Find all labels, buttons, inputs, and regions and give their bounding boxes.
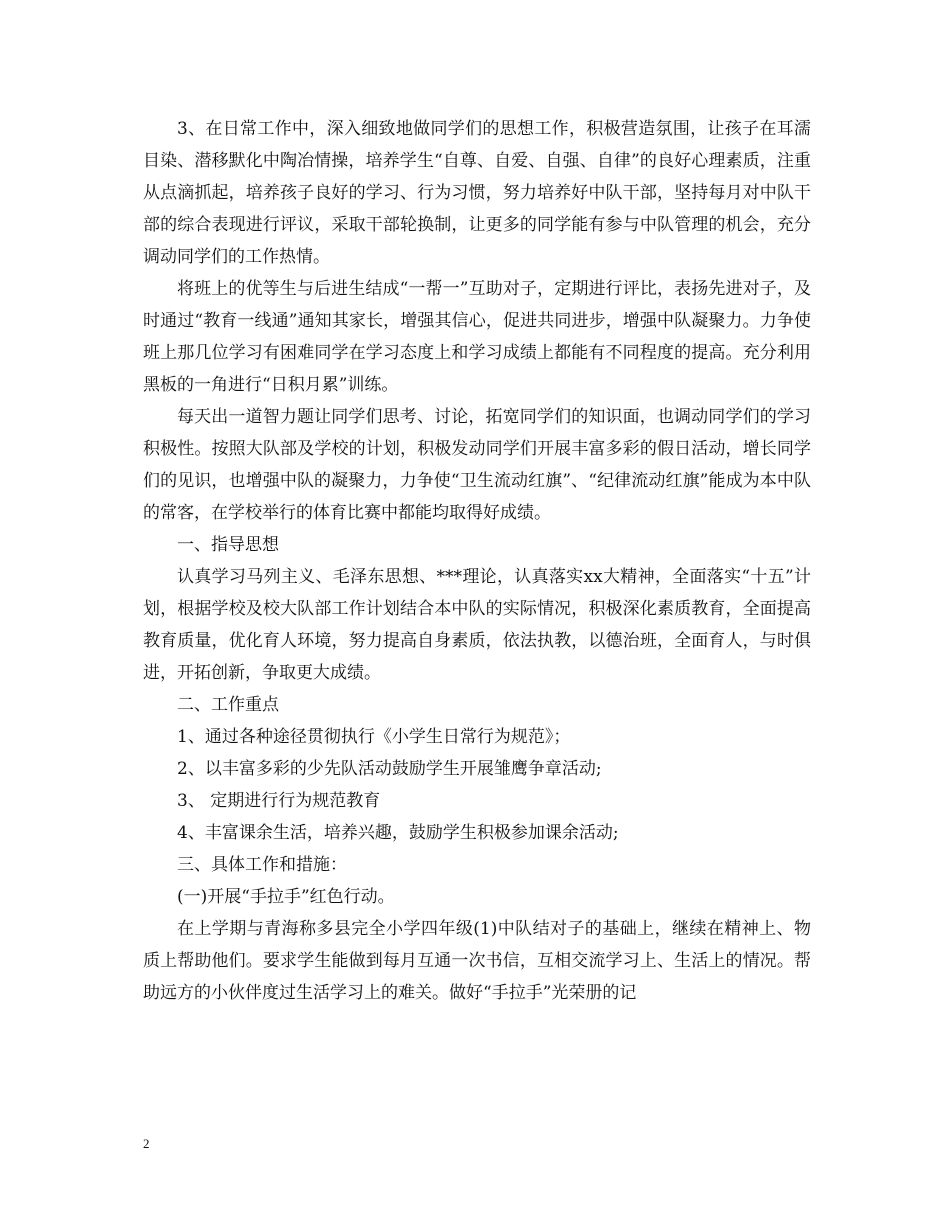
- page-number: 2: [143, 1136, 150, 1151]
- paragraph-mutual-help: 将班上的优等生与后进生结成“一帮一”互助对子，定期进行评比，表扬先进对子，及时通过“教育一线通”通知其家长，增强其信心，促进共同进步，增强中队凝聚力。力争使班上那几位学习有困难同学在学习态度上和学习成绩上都能有不同程度的提高。充分利用黑板的一角进行“日积月累”训练。: [143, 279, 811, 395]
- list-item-focus-2: 2、以丰富多彩的少先队活动鼓励学生开展雏鹰争章活动;: [177, 759, 602, 779]
- list-item-focus-3: 3、 定期进行行为规范教育: [177, 791, 381, 811]
- list-item-focus-4: 4、丰富课余生活，培养兴趣，鼓励学生积极参加课余活动;: [177, 823, 619, 843]
- heading-guiding-ideology: 一、指导思想: [177, 535, 279, 555]
- heading-work-focus: 二、工作重点: [177, 695, 279, 715]
- document-body: [143, 113, 811, 1009]
- subheading-hand-in-hand: (一)开展“手拉手”红色行动。: [177, 887, 395, 907]
- heading-specific-measures: 三、具体工作和措施：: [177, 855, 347, 875]
- list-item-focus-1: 1、通过各种途径贯彻执行《小学生日常行为规范》；: [177, 727, 571, 747]
- paragraph-daily-puzzle: 每天出一道智力题让同学们思考、讨论，拓宽同学们的知识面，也调动同学们的学习积极性。按照大队部及学校的计划，积极发动同学们开展丰富多彩的假日活动，增长同学们的见识，也增强中队的凝聚力，力争使“卫生流动红旗”、“纪律流动红旗”能成为本中队的常客，在学校举行的体育比赛中都能均取得好成绩。: [143, 407, 811, 523]
- paragraph-hand-in-hand: 在上学期与青海称多县完全小学四年级(1)中队结对子的基础上，继续在精神上、物质上帮助他们。要求学生能做到每月互通一次书信，互相交流学习上、生活上的情况。帮助远方的小伙伴度过生活学习上的难关。做好“手拉手”光荣册的记: [143, 919, 811, 1003]
- paragraph-class-work-3: 3、在日常工作中，深入细致地做同学们的思想工作，积极营造氛围，让孩子在耳濡目染、潜移默化中陶冶情操，培养学生“自尊、自爱、自强、自律”的良好心理素质，注重从点滴抓起，培养孩子良好的学习、行为习惯，努力培养好中队干部，坚持每月对中队干部的综合表现进行评议，采取干部轮换制，让更多的同学能有参与中队管理的机会，充分调动同学们的工作热情。: [143, 119, 811, 267]
- paragraph-guiding-ideology: 认真学习马列主义、毛泽东思想、***理论，认真落实xx大精神，全面落实“十五”计划，根据学校及校大队部工作计划结合本中队的实际情况，积极深化素质教育，全面提高教育质量，优化育人环境，努力提高自身素质，依法执教，以德治班，全面育人，与时俱进，开拓创新，争取更大成绩。: [143, 567, 811, 683]
